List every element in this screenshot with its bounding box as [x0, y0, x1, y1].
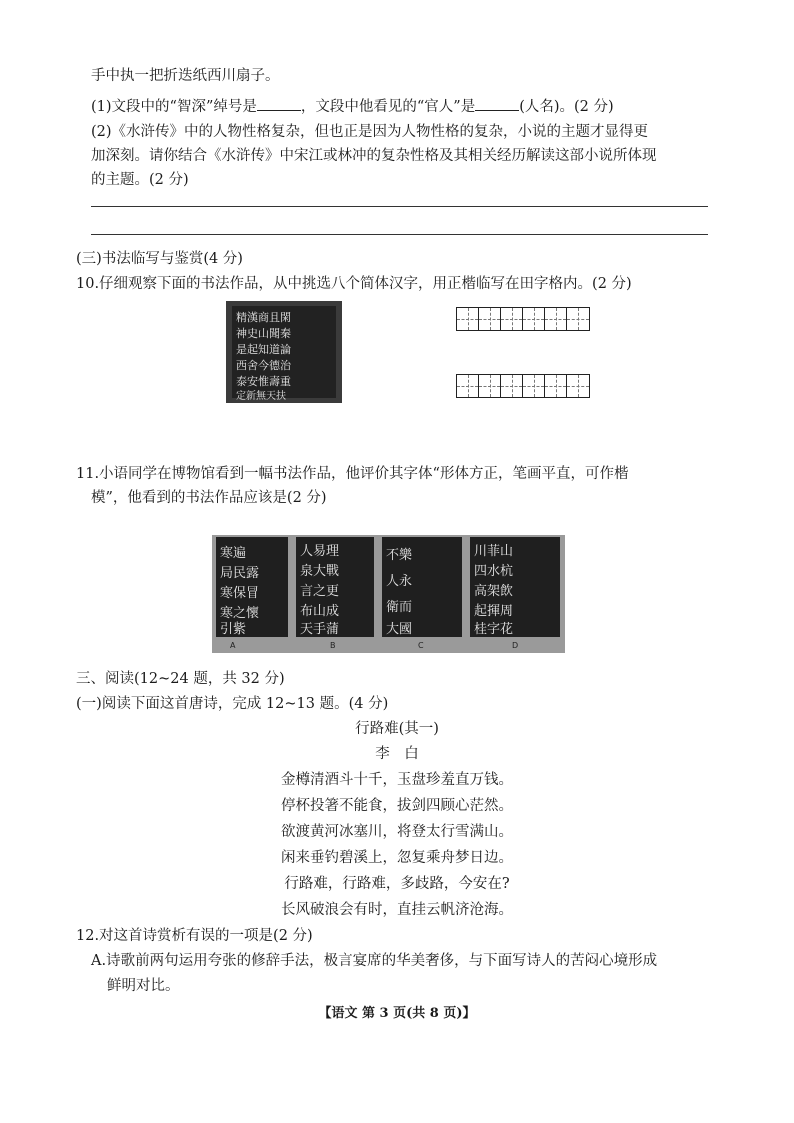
- tianzige-row-1[interactable]: [456, 307, 590, 331]
- svg-text:不樂: 不樂: [386, 548, 413, 563]
- question-11-line1: 11.小语同学在博物馆看到一幅书法作品，他评价其字体“形体方正，笔画平直，可作楷: [76, 466, 629, 482]
- svg-text:大國: 大國: [386, 622, 413, 637]
- poem-line: 停杯投箸不能食，拔剑四顾心茫然。: [281, 798, 513, 814]
- calligraphy-photo: [226, 301, 342, 403]
- svg-text:局民露: 局民露: [220, 566, 260, 581]
- svg-text:泰安惟壽重: 泰安惟壽重: [236, 375, 291, 388]
- svg-text:言之更: 言之更: [300, 584, 340, 599]
- page-footer: 【语文 第 3 页(共 8 页)】: [318, 1006, 476, 1021]
- svg-text:起揮周: 起揮周: [474, 604, 514, 619]
- calligraphy-options-photo: [212, 535, 565, 653]
- question-9-1: (1)文段中的“智深”绰号是 ，文段中他看见的“官人”是 (人名)。(2 分): [91, 95, 614, 116]
- poem-line: 金樽清酒斗十千，玉盘珍羞直万钱。: [281, 772, 513, 788]
- question-12: 12.对这首诗赏析有误的一项是(2 分): [76, 928, 313, 944]
- question-12-option-a-line1: A.诗歌前两句运用夸张的修辞手法，极言宴席的华美奢侈，与下面写诗人的苦闷心境形成: [91, 953, 658, 969]
- option-label-a: A: [230, 641, 236, 650]
- svg-text:川菲山: 川菲山: [474, 544, 514, 559]
- part-3-instructions: (一)阅读下面这首唐诗，完成 12~13 题。(4 分): [76, 696, 389, 712]
- part-3-heading: 三、阅读(12~24 题，共 32 分): [76, 671, 285, 687]
- svg-text:桂字花: 桂字花: [474, 622, 514, 637]
- answer-blank-nickname[interactable]: [257, 96, 301, 111]
- option-label-c: C: [418, 641, 424, 650]
- question-9-2-line3: 的主题。(2 分): [91, 172, 189, 188]
- poem-title: 行路难(其一): [355, 721, 439, 737]
- svg-text:寒保冒: 寒保冒: [220, 586, 260, 601]
- calligraphy-options: [212, 535, 565, 653]
- section-heading-calligraphy: (三)书法临写与鉴赏(4 分): [76, 251, 243, 267]
- svg-text:四水杭: 四水杭: [474, 564, 514, 579]
- svg-text:定新無天扶: 定新無天扶: [236, 391, 286, 402]
- svg-text:布山成: 布山成: [300, 604, 340, 619]
- svg-text:人易理: 人易理: [300, 544, 340, 559]
- svg-text:寒之懷: 寒之懷: [220, 606, 260, 621]
- poem-line: 欲渡黄河冰塞川，将登太行雪满山。: [281, 824, 513, 840]
- svg-text:引紫: 引紫: [220, 622, 247, 637]
- calligraphy-rubbing: [226, 301, 342, 403]
- answer-line[interactable]: [91, 234, 708, 235]
- question-9-2-line2: 加深刻。请你结合《水浒传》中宋江或林冲的复杂性格及其相关经历解读这部小说所体现: [91, 148, 657, 164]
- svg-text:寒遍: 寒遍: [220, 546, 247, 561]
- answer-line[interactable]: [91, 206, 708, 207]
- svg-text:精漢商且閑: 精漢商且閑: [236, 311, 291, 324]
- poem-line: 长风破浪会有时，直挂云帆济沧海。: [281, 902, 513, 918]
- svg-text:西舍今德治: 西舍今德治: [236, 359, 291, 372]
- tianzige-row-2[interactable]: [456, 374, 590, 398]
- answer-blank-person[interactable]: [475, 96, 519, 111]
- poem-author: 李 白: [375, 746, 419, 762]
- question-11-line2: 模”，他看到的书法作品应该是(2 分): [91, 490, 327, 506]
- svg-text:是起知道論: 是起知道論: [236, 343, 291, 356]
- option-label-b: B: [330, 641, 336, 650]
- passage-last-line: 手中执一把折迭纸西川扇子。: [91, 68, 280, 84]
- svg-text:衛而: 衛而: [386, 600, 413, 615]
- svg-text:神史山聞秦: 神史山聞秦: [236, 327, 291, 340]
- svg-text:人永: 人永: [386, 574, 413, 589]
- question-12-option-a-line2: 鲜明对比。: [107, 978, 180, 994]
- poem-line: 行路难，行路难，多歧路，今安在?: [284, 876, 510, 892]
- svg-text:高架飲: 高架飲: [474, 584, 514, 599]
- option-label-d: D: [512, 641, 519, 650]
- question-9-2-line1: (2)《水浒传》中的人物性格复杂，但也正是因为人物性格的复杂，小说的主题才显得更: [91, 124, 649, 140]
- poem-line: 闲来垂钓碧溪上，忽复乘舟梦日边。: [281, 850, 513, 866]
- svg-text:泉大戰: 泉大戰: [300, 564, 340, 579]
- svg-text:天手蒲: 天手蒲: [300, 622, 340, 637]
- question-10: 10.仔细观察下面的书法作品，从中挑选八个简体汉字，用正楷临写在田字格内。(2 分): [76, 276, 632, 292]
